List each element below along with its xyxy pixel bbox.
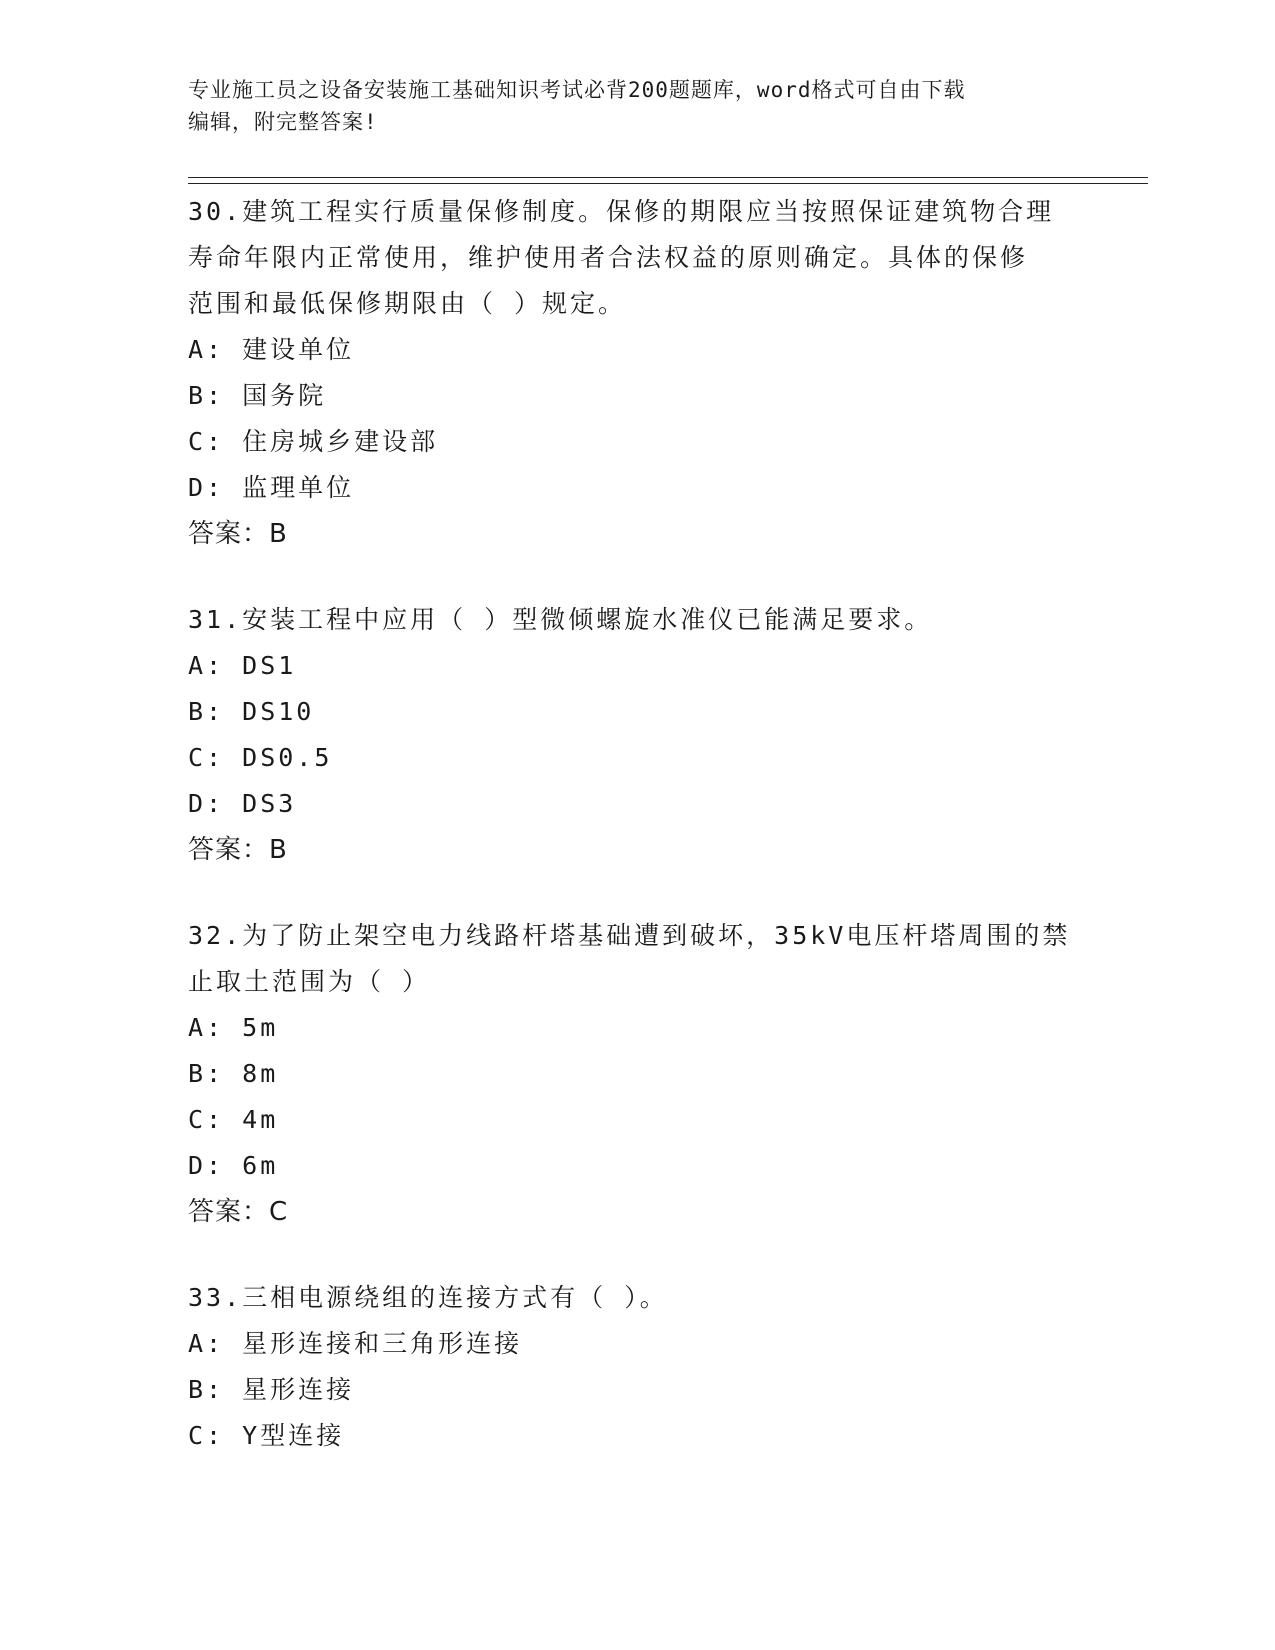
- option-c: C: 住房城乡建设部: [188, 427, 439, 456]
- option-c: C: 4m: [188, 1105, 279, 1134]
- question-30: [188, 189, 1088, 557]
- header-line-1: 专业施工员之设备安装施工基础知识考试必背200题题库，word格式可自由下载: [188, 78, 966, 102]
- option-b: B: 星形连接: [188, 1375, 355, 1404]
- option-a: A: 星形连接和三角形连接: [188, 1329, 523, 1358]
- question-list: [188, 189, 1088, 1499]
- question-stem-line: 止取土范围为（ ）: [188, 967, 431, 996]
- header-rule-bottom: [188, 183, 1148, 184]
- question-33: [188, 1275, 1088, 1459]
- answer: 答案：B: [188, 519, 288, 549]
- header-rule-top: [188, 177, 1148, 178]
- question-stem-line: 30.建筑工程实行质量保修制度。保修的期限应当按照保证建筑物合理: [188, 197, 1055, 226]
- question-stem-line: 范围和最低保修期限由（ ）规定。: [188, 289, 627, 318]
- option-d: D: DS3: [188, 789, 297, 818]
- document-header: [188, 74, 1088, 138]
- question-stem-line: 31.安装工程中应用（ ）型微倾螺旋水准仪已能满足要求。: [188, 605, 933, 634]
- option-d: D: 6m: [188, 1151, 279, 1180]
- question-stem-line: 33.三相电源绕组的连接方式有（ ）。: [188, 1283, 668, 1312]
- option-b: B: DS10: [188, 697, 315, 726]
- answer: 答案：B: [188, 835, 288, 865]
- option-c: C: Y型连接: [188, 1421, 345, 1450]
- header-line-2: 编辑，附完整答案!: [188, 110, 378, 134]
- option-c: C: DS0.5: [188, 743, 333, 772]
- option-d: D: 监理单位: [188, 473, 355, 502]
- option-a: A: 5m: [188, 1013, 279, 1042]
- question-31: [188, 597, 1088, 873]
- option-b: B: 国务院: [188, 381, 327, 410]
- option-b: B: 8m: [188, 1059, 279, 1088]
- answer: 答案：C: [188, 1197, 289, 1227]
- option-a: A: 建设单位: [188, 335, 355, 364]
- option-a: A: DS1: [188, 651, 297, 680]
- question-stem-line: 寿命年限内正常使用，维护使用者合法权益的原则确定。具体的保修: [188, 243, 1029, 272]
- question-32: [188, 913, 1088, 1235]
- question-stem-line: 32.为了防止架空电力线路杆塔基础遭到破坏，35kV电压杆塔周围的禁: [188, 921, 1071, 950]
